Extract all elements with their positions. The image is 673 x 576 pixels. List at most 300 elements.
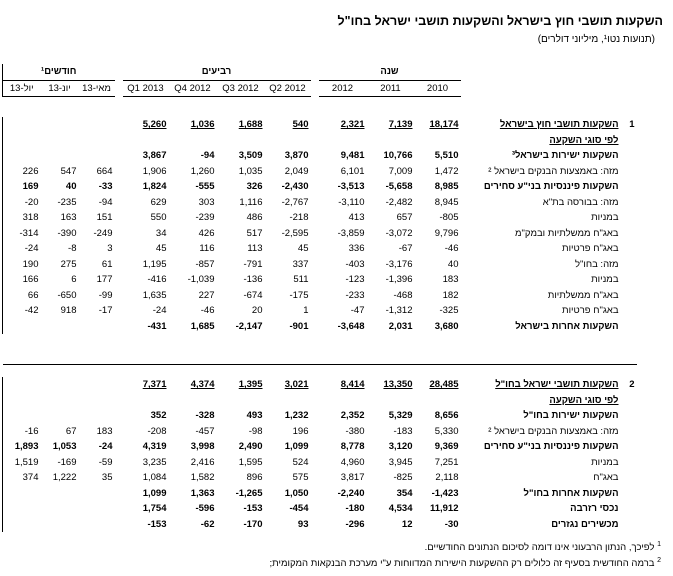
year-value [367,133,415,149]
month-value: 35 [101,472,113,483]
quarter-value: -218 [289,212,309,223]
month-value: -169 [57,456,77,468]
year-value: 183 [442,274,459,285]
quarter-value: -98 [248,425,263,437]
month-value [3,501,41,517]
year-value: 2,352 [340,410,365,421]
quarter-value: -46 [200,305,215,316]
table-row [3,210,637,226]
row-label: השקעות תושבי חוץ בישראל [499,119,619,130]
row-label: באג"ח ממשלתיות ובמק"מ [515,227,619,239]
year-value: -403 [345,258,365,270]
year-value: 3,945 [388,456,413,468]
month-header: יונ-13 [41,80,79,97]
month-value [79,117,115,133]
month-value: -314 [3,226,41,242]
quarter-value: 1,688 [238,119,263,130]
quarter-header: Q3 2012 [217,80,265,97]
year-value: -325 [439,305,459,316]
quarter-value: 493 [246,410,263,421]
quarter-value: -62 [200,518,215,530]
month-value [3,486,41,502]
quarter-value: 575 [292,472,309,483]
quarter-value: 2,416 [190,456,215,468]
quarter-value: 45 [155,243,167,254]
years-group-header: שנה [319,64,461,80]
footnote [425,541,661,553]
year-value: 8,945 [434,196,459,208]
section-number [621,408,637,424]
section-number [621,179,637,195]
quarter-value: 1,036 [190,119,215,130]
quarter-value: 93 [297,518,309,530]
quarter-value: 352 [150,410,167,421]
year-value: -3,859 [337,227,365,239]
quarter-value: -208 [147,425,167,437]
table-row [3,517,637,533]
quarter-value: -136 [243,274,263,285]
year-value: 336 [348,243,365,254]
year-value: 2,321 [340,119,365,130]
month-value: 547 [60,165,77,177]
quarter-value: 2,490 [238,441,263,452]
month-header: מאי-13 [79,80,115,97]
section-number [621,424,637,440]
quarter-value: 337 [292,258,309,270]
year-value: 12 [401,518,413,530]
year-value: -2,240 [337,487,365,499]
spacer-row [3,334,637,365]
quarter-value: 426 [198,227,215,239]
year-value: 354 [396,487,413,499]
month-value: 226 [3,164,41,180]
section-number [621,133,637,149]
month-value: 67 [65,425,77,437]
table-row [3,117,637,133]
month-value: 61 [101,258,113,270]
month-value [3,148,41,164]
year-value: 5,329 [388,410,413,421]
quarter-value: 4,319 [142,441,167,452]
year-value [319,133,367,149]
year-value: 4,534 [388,503,413,514]
year-value: -46 [444,243,459,254]
year-value: 7,139 [388,119,413,130]
section-number [621,257,637,273]
quarter-value: 550 [150,212,167,223]
month-value: -99 [98,289,113,301]
quarter-value [169,133,217,149]
month-value [79,501,115,517]
year-value: -380 [345,425,365,437]
quarter-value: -94 [200,150,215,161]
year-value: 2,118 [435,472,459,483]
month-value: 918 [60,305,77,316]
quarter-header: Q2 2012 [265,80,311,97]
quarter-value: 4,374 [190,379,215,390]
month-value [41,517,79,533]
quarter-value [217,133,265,149]
quarter-value: 1,260 [190,165,215,177]
month-header: יול-13 [3,80,41,97]
row-label: השקעות אחרות בישראל [515,320,619,332]
month-value: -16 [3,424,41,440]
quarter-value: -431 [147,320,167,332]
month-value [79,408,115,424]
section-number [621,288,637,304]
quarter-value: 5,260 [142,119,167,130]
row-label: באג"ח [593,472,619,483]
row-label: מכשירים נגזרים [551,518,619,530]
quarter-value: -153 [147,518,167,530]
quarter-value: -2,147 [235,320,263,332]
quarter-value: 196 [292,425,309,437]
month-value: 169 [3,179,41,195]
quarter-value: 3,870 [284,150,309,161]
quarter-value: 1,363 [190,487,215,499]
month-value: 3 [107,243,113,254]
row-label: במניות [591,456,619,468]
row-label: באג"ח פרטיות [562,305,619,316]
row-label: נכסי רזרבה [570,503,619,514]
year-value: 3,817 [340,472,365,483]
year-value: 8,414 [340,379,365,390]
month-value: -24 [98,441,113,452]
month-value [79,319,115,335]
year-value: -3,648 [337,320,365,332]
quarter-value: -416 [147,274,167,285]
year-value: 413 [348,212,365,223]
year-header: 2010 [415,80,461,97]
quarter-value: -596 [195,503,215,514]
table-row [3,241,637,257]
year-value: 9,369 [434,441,459,452]
month-value: -650 [57,289,77,301]
table-row [3,393,637,409]
quarter-value: -857 [195,258,215,270]
table-row [3,164,637,180]
row-label: באג"ח פרטיות [562,243,619,254]
section-number [621,319,637,335]
year-value: 18,174 [429,119,459,130]
year-value: -1,423 [431,487,459,499]
month-value [79,133,115,149]
month-value [3,133,41,149]
year-value: -67 [398,243,413,254]
month-value: 40 [65,181,77,192]
row-label: לפי סוגי השקעה [549,134,619,146]
month-value [79,486,115,502]
month-value: 275 [60,258,77,270]
table-row [3,470,637,486]
month-value: 318 [3,210,41,226]
quarter-value: 1,582 [190,472,215,483]
year-value: 8,985 [434,181,459,192]
quarter-value: -1,265 [235,487,263,499]
month-value: 183 [96,425,113,437]
year-value: 9,481 [340,150,365,161]
section-number [621,241,637,257]
quarter-value: 3,867 [142,150,167,161]
quarter-value [265,393,311,409]
year-value: 6,101 [340,165,365,177]
row-label: לפי סוגי השקעה [549,394,619,406]
quarter-value: 1,050 [284,487,309,499]
month-value: 66 [3,288,41,304]
section-number: 1 [629,119,635,130]
month-value: 177 [96,274,113,285]
row-label: השקעות תושבי ישראל בחו"ל [495,379,619,390]
footnote [270,557,661,569]
quarter-value: 1,099 [142,487,167,499]
table-row [3,455,637,471]
table-row [3,303,637,319]
month-value [3,319,41,335]
months-group-header: חודשים¹ [3,64,115,80]
year-value: -3,176 [385,258,413,270]
section-number [621,272,637,288]
row-label: מזה: באמצעות הבנקים בישראל ² [488,165,619,177]
year-value: -1,396 [385,274,413,285]
year-value: 182 [442,289,459,301]
table-row [3,272,637,288]
month-value [3,377,41,393]
quarter-value: 116 [199,243,215,254]
page-subtitle: (תנועות נטו¹, מיליוני דולרים) [537,34,655,45]
quarter-value: 2,049 [284,165,309,177]
month-value: 1,519 [3,455,41,471]
quarter-value: 524 [292,456,309,468]
table-row [3,408,637,424]
month-value [79,517,115,533]
quarter-value: -901 [289,320,309,332]
quarter-value: 1,232 [284,410,309,421]
year-value: -296 [345,518,365,530]
quarter-header: Q1 2013 [123,80,169,97]
month-value: -17 [98,305,113,316]
year-value: -123 [345,274,365,285]
row-label: במניות [591,212,619,223]
quarter-value: -153 [243,503,263,514]
quarter-value: 1,395 [238,379,263,390]
quarter-value: 303 [198,196,215,208]
table-row [3,501,637,517]
year-value: -825 [393,472,413,483]
quarter-value: 1 [303,305,309,316]
footnote-text: לפיכך, הנתון הרבעוני אינו דומה לסיכום הנתונים החודשיים. [424,542,655,554]
month-value: 163 [60,212,77,223]
quarter-value: 3,235 [142,456,167,468]
section-number [621,470,637,486]
footnote-number: 2 [657,557,661,564]
year-value: -1,312 [385,305,413,316]
month-value: 190 [3,257,41,273]
year-value: -183 [393,425,413,437]
month-value: -235 [57,196,77,208]
year-value: 10,766 [383,150,413,161]
section-number [621,501,637,517]
quarter-value [169,393,217,409]
month-value: 1,053 [52,441,77,452]
month-value [41,501,79,517]
year-value: -47 [350,305,365,316]
quarter-value: 1,099 [284,441,309,452]
quarter-value: 629 [150,196,167,208]
year-value: -3,072 [385,227,413,239]
table-row [3,257,637,273]
quarter-value: -170 [243,518,263,530]
month-value: 6 [71,274,77,285]
table-row [3,148,637,164]
month-value: -20 [3,195,41,211]
quarter-value: 45 [297,243,309,254]
row-label: מזה: בחו"ל [574,258,619,270]
quarter-value: 1,084 [142,472,167,483]
month-value: -24 [3,241,41,257]
year-value: 11,912 [429,503,459,514]
section-number [621,303,637,319]
month-value [41,377,79,393]
month-value: -33 [98,181,113,192]
year-value: 657 [396,212,413,223]
month-value: -42 [3,303,41,319]
row-label: השקעות ישירות בחו"ל [523,410,619,421]
quarter-value: -454 [289,503,309,514]
month-value [41,486,79,502]
row-label: מזה: באמצעות הבנקים בישראל ² [488,425,619,437]
month-value: 374 [3,470,41,486]
row-label: השקעות אחרות בחו"ל [523,487,619,499]
month-value: 1,222 [52,472,77,483]
quarter-value: -457 [195,425,215,437]
month-value: 166 [3,272,41,288]
month-value: 151 [96,212,113,223]
year-value: 40 [447,258,459,270]
section-number [621,164,637,180]
quarters-group-header: רביעים [123,64,311,80]
quarter-value: 1,685 [190,320,215,332]
year-header: 2012 [319,80,367,97]
month-value [41,117,79,133]
section-number [621,486,637,502]
quarter-value: 1,595 [238,456,263,468]
footnote-number: 1 [657,541,661,548]
quarter-value: -2,767 [281,196,309,208]
year-value: -180 [345,503,365,514]
quarter-value: 326 [246,181,263,192]
year-value: 7,009 [388,165,413,177]
year-value: 5,330 [434,425,459,437]
year-value: 9,796 [434,227,459,239]
year-value: -468 [393,289,413,301]
month-value: 664 [96,165,113,177]
footnote-text: ברמה החודשית בסעיף זה כלולים רק ההשקעות הישירות המדווחות ע"י מערכת הבנקאות המקומית; [269,558,655,570]
row-label: השקעות ישירות בישראל³ [511,150,619,161]
quarter-value: 486 [246,212,263,223]
month-value [3,393,41,409]
year-value: 28,485 [429,379,459,390]
year-value: -30 [444,518,459,530]
quarter-value: 1,824 [142,181,167,192]
month-value [3,517,41,533]
month-value: -249 [93,227,113,239]
table-row [3,133,637,149]
month-value: -94 [98,196,113,208]
quarter-value: 1,116 [239,196,263,208]
month-value [41,133,79,149]
year-value: 2,031 [388,320,413,332]
year-value: 3,680 [434,320,459,332]
quarter-value: -239 [195,212,215,223]
row-label: מזה: בבורסה בת"א [542,196,619,208]
month-value [41,408,79,424]
year-value [415,393,461,409]
year-value: 7,251 [434,456,459,468]
quarter-value: 227 [198,289,215,301]
quarter-value: -175 [289,289,309,301]
quarter-value: 3,021 [284,379,309,390]
quarter-value: -2,595 [281,227,309,239]
year-value: 8,656 [434,410,459,421]
quarter-value: 1,754 [142,503,167,514]
quarter-value: 1,635 [142,289,167,301]
year-value: -5,658 [385,181,413,192]
quarter-value: -674 [243,289,263,301]
section-number [621,455,637,471]
quarter-value: -555 [195,181,215,192]
section-number [621,393,637,409]
year-value: -3,513 [337,181,365,192]
quarter-header: Q4 2012 [169,80,217,97]
month-value: -390 [57,227,77,239]
section-number [621,439,637,455]
month-value [79,393,115,409]
page-title: השקעות תושבי חוץ בישראל והשקעות תושבי ישראל בחו"ל [337,14,663,28]
quarter-value: 1,035 [238,165,263,177]
row-label: באג"ח ממשלתיות [547,289,619,301]
quarter-value [123,393,169,409]
table-row [3,486,637,502]
quarter-value: 20 [251,305,263,316]
row-label: השקעות פיננסיות בני"ע סחירים [483,441,619,452]
quarter-value [217,393,265,409]
month-value: 1,893 [3,439,41,455]
quarter-value: 7,371 [142,379,167,390]
year-value: -2,482 [385,196,413,208]
year-value [319,393,367,409]
table-row [3,439,637,455]
quarter-value: 517 [246,227,263,239]
year-value [367,393,415,409]
section-number: 2 [629,379,635,390]
month-value [79,377,115,393]
section-number [621,195,637,211]
month-value [41,148,79,164]
quarter-value: -328 [195,410,215,421]
year-value: 4,960 [340,456,365,468]
table-row [3,226,637,242]
month-value [79,148,115,164]
row-label: במניות [591,274,619,285]
year-value: 8,778 [340,441,365,452]
quarter-value: 511 [293,274,309,285]
table-row [3,195,637,211]
year-value: 1,472 [434,165,459,177]
row-label: השקעות פיננסיות בני"ע סחירים [483,181,619,192]
table-row [3,424,637,440]
quarter-value: 3,509 [238,150,263,161]
quarter-value: -24 [152,305,167,316]
